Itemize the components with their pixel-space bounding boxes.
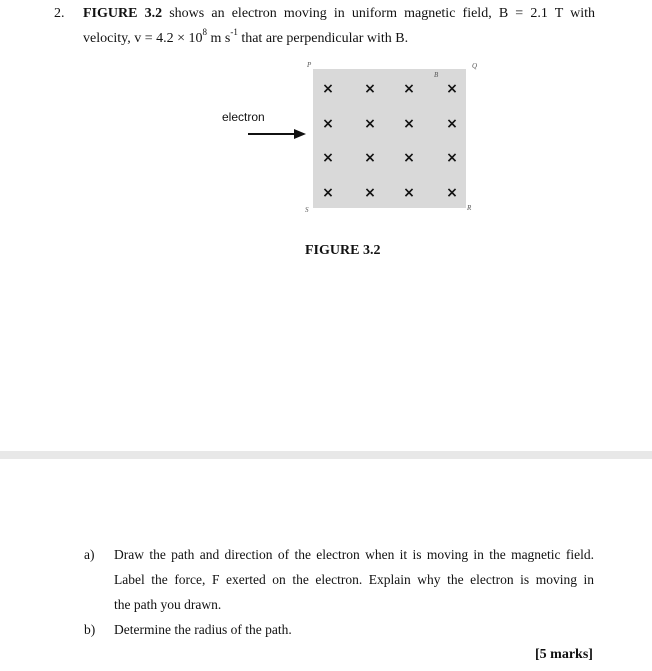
corner-label-q: Q: [472, 62, 478, 70]
field-into-page-icon: ×: [322, 150, 334, 166]
field-into-page-icon: ×: [403, 81, 415, 97]
field-into-page-icon: ×: [403, 185, 415, 201]
part-a-label: a): [84, 547, 95, 562]
unit-text: m s: [206, 31, 231, 46]
question-line-1-text: shows an electron moving in uniform magnetic field, B = 2.1 T with: [169, 6, 596, 21]
unit-exponent: -1: [230, 27, 238, 38]
field-into-page-icon: ×: [446, 185, 458, 201]
corner-label-p: P: [307, 61, 312, 69]
question-line-1: [83, 6, 595, 22]
field-into-page-icon: ×: [403, 116, 415, 132]
part-a-line-2: Label the force, F exerted on the electron. Explain why the electron is moving in: [114, 572, 594, 587]
field-into-page-icon: ×: [403, 150, 415, 166]
field-into-page-icon: ×: [364, 185, 376, 201]
question-line-2: [83, 27, 409, 47]
velocity-text: velocity, v = 4.2 × 10: [83, 31, 203, 46]
electron-arrow-shaft: [248, 133, 296, 135]
question-number: 2.: [54, 6, 65, 21]
field-into-page-icon: ×: [364, 81, 376, 97]
part-a-line-1: Draw the path and direction of the electron when it is moving in the magnetic field.: [114, 547, 594, 562]
field-into-page-icon: ×: [322, 116, 334, 132]
perpendicular-text: that are perpendicular with B.: [237, 31, 409, 46]
figure-caption: FIGURE 3.2: [305, 243, 381, 258]
part-b-label: b): [84, 622, 96, 637]
field-into-page-icon: ×: [364, 116, 376, 132]
corner-label-b: B: [434, 71, 439, 79]
part-a-line-3: the path you drawn.: [114, 597, 222, 612]
part-b-line-1: Determine the radius of the path.: [114, 622, 292, 637]
field-into-page-icon: ×: [446, 116, 458, 132]
field-into-page-icon: ×: [364, 150, 376, 166]
field-into-page-icon: ×: [322, 81, 334, 97]
figure-reference: FIGURE 3.2: [83, 6, 163, 21]
corner-label-r: R: [467, 204, 472, 212]
field-into-page-icon: ×: [446, 81, 458, 97]
field-into-page-icon: ×: [446, 150, 458, 166]
section-divider: [0, 451, 652, 459]
marks-label: [5 marks]: [535, 647, 593, 662]
velocity-exponent: 8: [202, 27, 207, 38]
arrow-right-icon: [294, 129, 306, 139]
electron-label: electron: [222, 110, 265, 124]
field-into-page-icon: ×: [322, 185, 334, 201]
corner-label-s: S: [305, 206, 309, 214]
